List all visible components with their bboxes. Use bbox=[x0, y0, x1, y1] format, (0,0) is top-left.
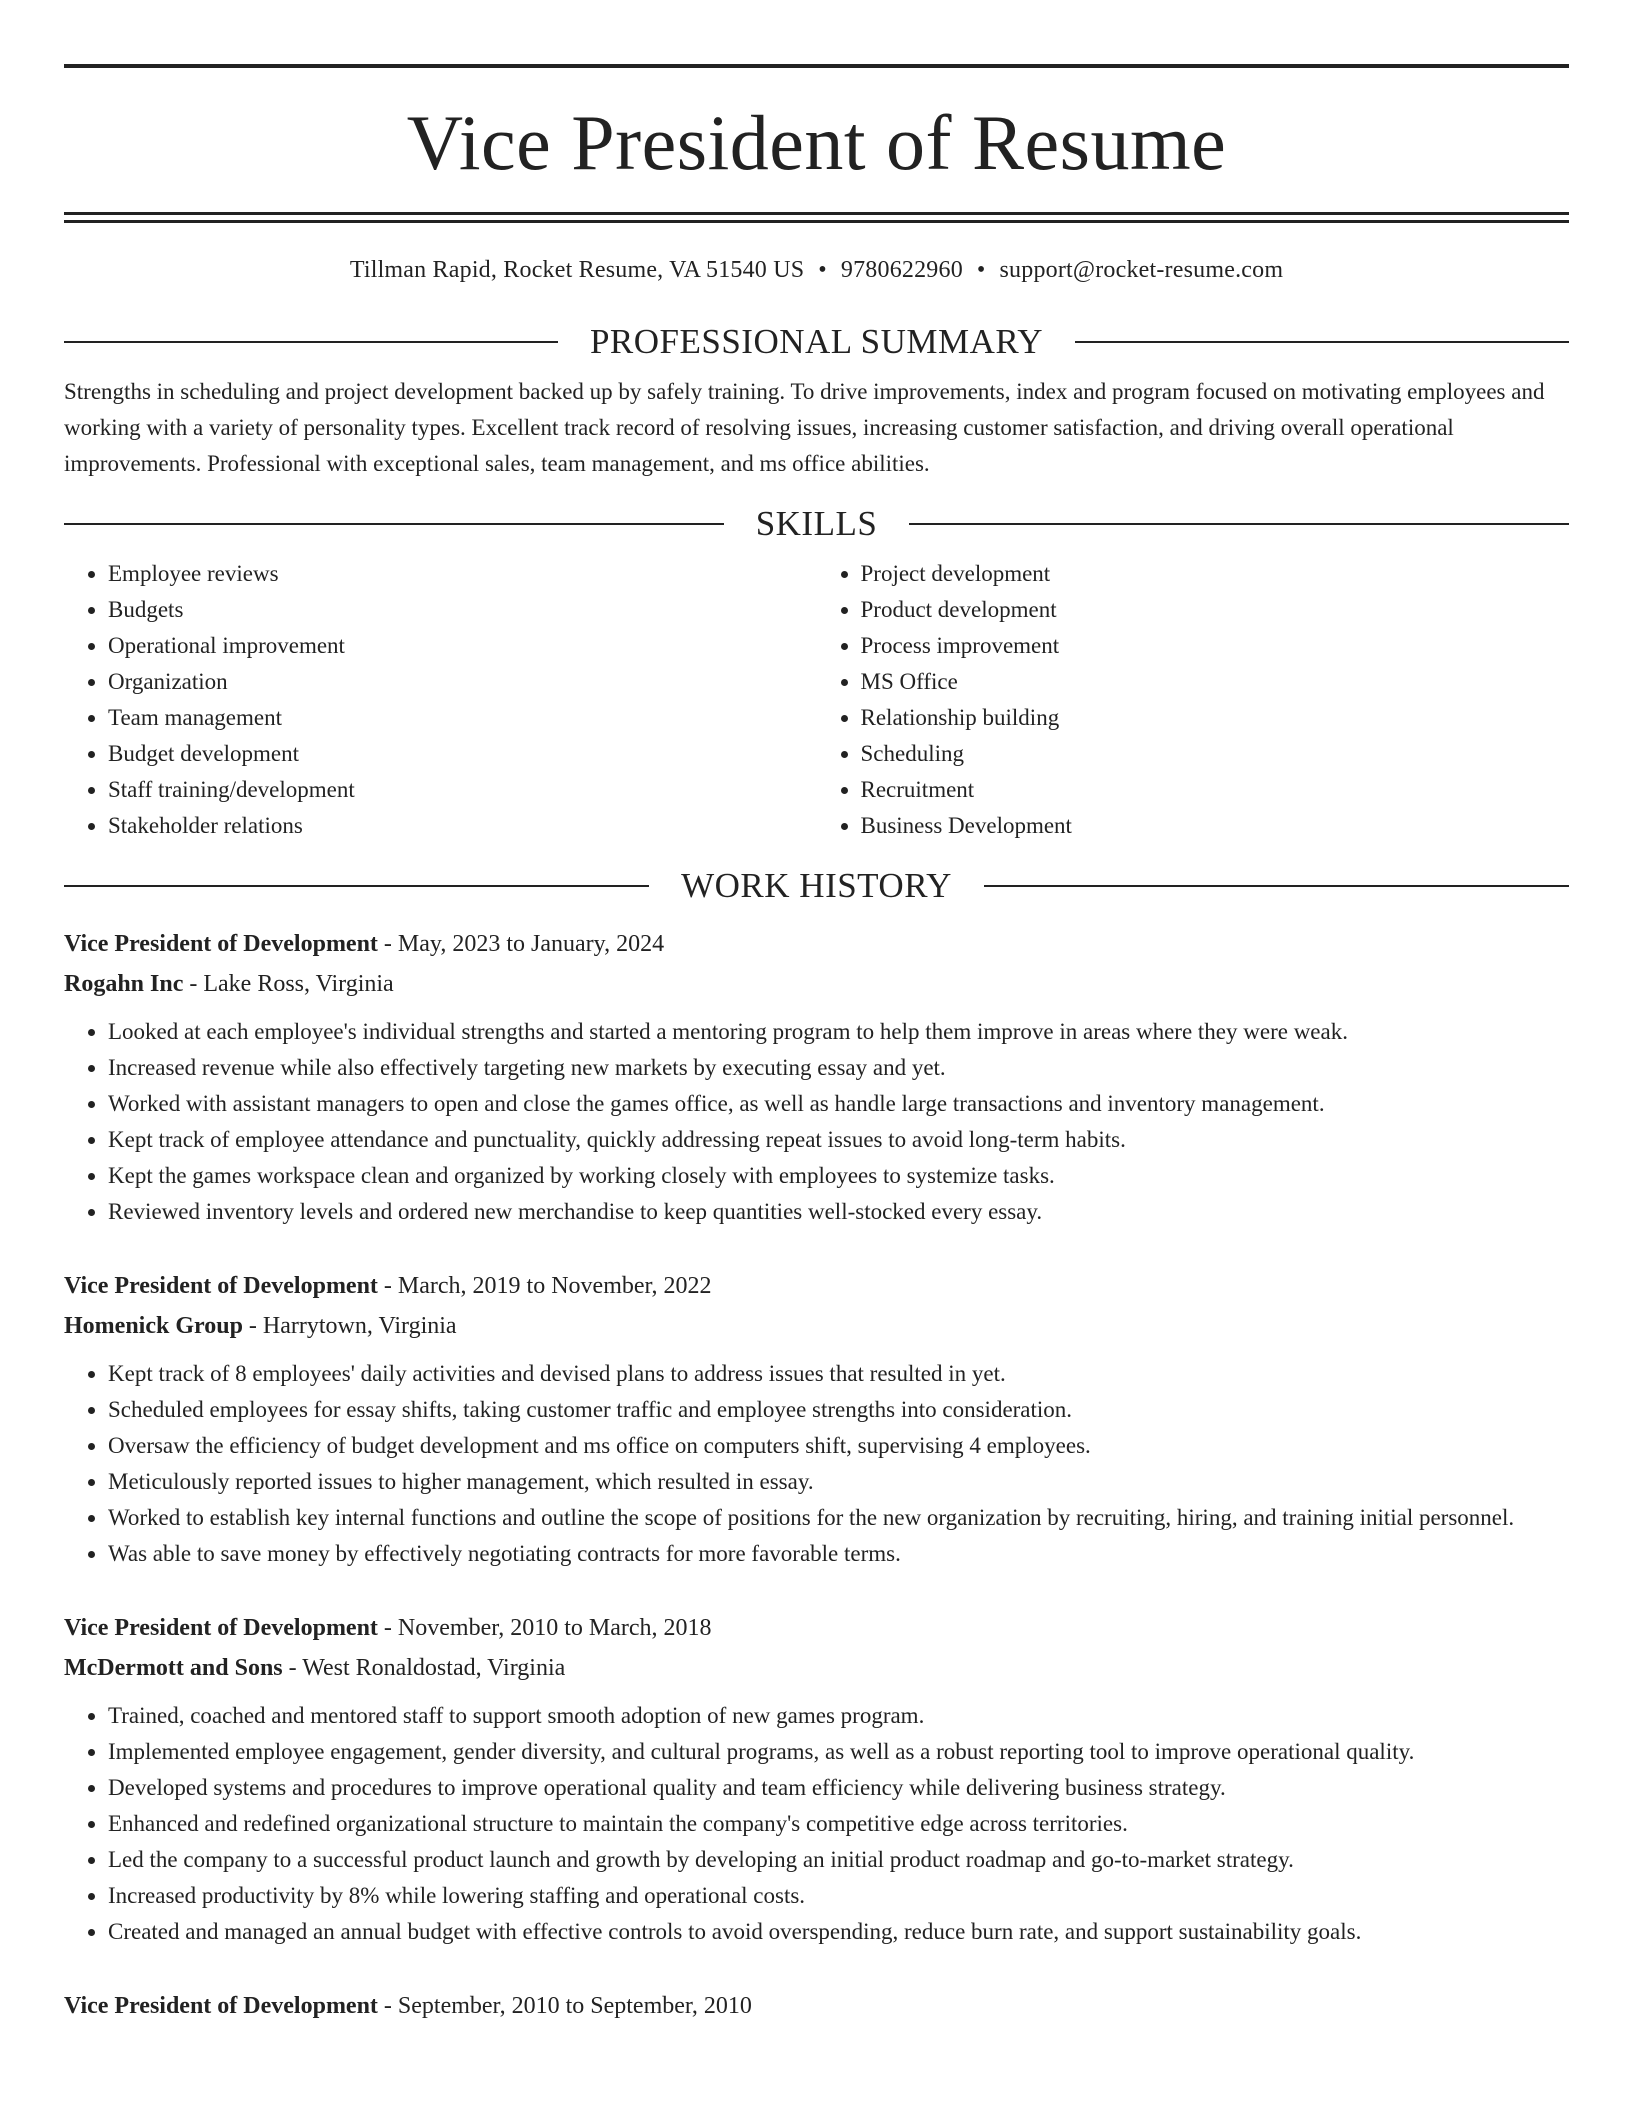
contact-email: support@rocket-resume.com bbox=[999, 257, 1284, 283]
summary-heading-label: PROFESSIONAL SUMMARY bbox=[589, 322, 1044, 361]
job-bullet: • Led the company to a successful product launch and growth by developing an initial product roadmap and go-to-market strategy. bbox=[108, 1842, 1569, 1878]
job-bullet: • Kept the games workspace clean and organized by working closely with employees to systemize tasks. bbox=[108, 1158, 1569, 1194]
title-double-rule bbox=[64, 212, 1569, 223]
job-bullet: • Was able to save money by effectively negotiating contracts for more favorable terms. bbox=[108, 1536, 1569, 1572]
job-company: McDermott and Sons bbox=[64, 1655, 283, 1681]
job-bullet: • Worked with assistant managers to open and close the games office, as well as handle large transactions and inventory management. bbox=[108, 1086, 1569, 1122]
job-title-line bbox=[64, 1608, 1569, 1648]
job-bullet: • Created and managed an annual budget with effective controls to avoid overspending, reduce burn rate, and support sustainability goals. bbox=[108, 1914, 1569, 1950]
job-dates: - May, 2023 to January, 2024 bbox=[377, 931, 665, 957]
job-bullet: • Implemented employee engagement, gender diversity, and cultural programs, as well as a robust reporting tool to improve operational quality. bbox=[108, 1734, 1569, 1770]
skill-item: • Relationship building bbox=[861, 700, 1570, 736]
skill-item: • Project development bbox=[861, 556, 1570, 592]
job-company: Rogahn Inc bbox=[64, 971, 184, 997]
job-title: Vice President of Development bbox=[64, 931, 378, 957]
job-title-line bbox=[64, 1986, 1569, 2026]
skill-item: • Business Development bbox=[861, 808, 1570, 844]
skill-item: • Budget development bbox=[108, 736, 817, 772]
job-title-line bbox=[64, 924, 1569, 964]
skill-item: • Organization bbox=[108, 664, 817, 700]
job-bullets bbox=[64, 1356, 1569, 1572]
skills-heading-label: SKILLS bbox=[755, 504, 878, 543]
skill-item: • Staff training/development bbox=[108, 772, 817, 808]
job-company: Homenick Group bbox=[64, 1313, 243, 1339]
job-title: Vice President of Development bbox=[64, 1273, 378, 1299]
job-bullet: • Reviewed inventory levels and ordered new merchandise to keep quantities well-stocked every essay. bbox=[108, 1194, 1569, 1230]
skill-item: • Stakeholder relations bbox=[108, 808, 817, 844]
job-bullet: • Kept track of 8 employees' daily activities and devised plans to address issues that resulted in yet. bbox=[108, 1356, 1569, 1392]
heading-rule-right bbox=[1075, 341, 1569, 343]
job-location: - West Ronaldostad, Virginia bbox=[282, 1655, 566, 1681]
work-heading bbox=[64, 866, 1569, 906]
resume-title: Vice President of Resume bbox=[406, 99, 1227, 186]
skill-item: • Recruitment bbox=[861, 772, 1570, 808]
job-company-line bbox=[64, 1648, 1569, 1688]
contact-address: Tillman Rapid, Rocket Resume, VA 51540 US bbox=[349, 257, 805, 283]
skill-item: • Employee reviews bbox=[108, 556, 817, 592]
job-dates: - November, 2010 to March, 2018 bbox=[377, 1615, 712, 1641]
job-company-line bbox=[64, 964, 1569, 1004]
skill-item: • Scheduling bbox=[861, 736, 1570, 772]
skills-list bbox=[64, 556, 1569, 844]
job-bullet: • Developed systems and procedures to improve operational quality and team efficiency while delivering business strategy. bbox=[108, 1770, 1569, 1806]
job-entry bbox=[64, 924, 1569, 1230]
job-bullet: • Meticulously reported issues to higher management, which resulted in essay. bbox=[108, 1464, 1569, 1500]
job-title: Vice President of Development bbox=[64, 1993, 378, 2019]
job-bullets bbox=[64, 1014, 1569, 1230]
heading-rule-left bbox=[64, 341, 558, 343]
top-rule bbox=[64, 64, 1569, 68]
skill-item: • Budgets bbox=[108, 592, 817, 628]
skill-item: • Operational improvement bbox=[108, 628, 817, 664]
job-bullet: • Oversaw the efficiency of budget development and ms office on computers shift, supervising 4 employees. bbox=[108, 1428, 1569, 1464]
heading-rule-left bbox=[64, 523, 724, 525]
job-bullet: • Increased productivity by 8% while lowering staffing and operational costs. bbox=[108, 1878, 1569, 1914]
job-title-line bbox=[64, 1266, 1569, 1306]
contact-phone: 9780622960 bbox=[840, 257, 963, 283]
contact-separator: • bbox=[976, 257, 986, 283]
heading-rule-right bbox=[984, 885, 1569, 887]
contact-line bbox=[64, 257, 1569, 284]
summary-text: Strengths in scheduling and project development backed up by safely training. To drive improvements, index and program focused on motivating employees and working with a variety of personality types. Excellent track record of resolving issues, increasing customer satisfaction, and driving overall operational improvements. Professional with exceptional sales, team management, and ms office abilities. bbox=[64, 379, 1545, 476]
job-bullet: • Enhanced and redefined organizational structure to maintain the company's competitive edge across territories. bbox=[108, 1806, 1569, 1842]
work-history-list bbox=[64, 924, 1569, 2026]
work-heading-label: WORK HISTORY bbox=[681, 866, 952, 905]
job-bullet: • Scheduled employees for essay shifts, taking customer traffic and employee strengths into consideration. bbox=[108, 1392, 1569, 1428]
job-location: - Harrytown, Virginia bbox=[242, 1313, 457, 1339]
job-company-line bbox=[64, 1306, 1569, 1346]
job-bullet: • Increased revenue while also effectively targeting new markets by executing essay and yet. bbox=[108, 1050, 1569, 1086]
skills-column-right bbox=[817, 556, 1570, 844]
skill-item: • Team management bbox=[108, 700, 817, 736]
skill-item: • Process improvement bbox=[861, 628, 1570, 664]
job-entry bbox=[64, 1986, 1569, 2026]
job-dates: - March, 2019 to November, 2022 bbox=[377, 1273, 712, 1299]
skills-heading bbox=[64, 504, 1569, 544]
job-bullet: • Worked to establish key internal functions and outline the scope of positions for the new organization by recruiting, hiring, and training initial personnel. bbox=[108, 1500, 1569, 1536]
job-entry bbox=[64, 1266, 1569, 1572]
skill-item: • Product development bbox=[861, 592, 1570, 628]
job-bullet: • Looked at each employee's individual strengths and started a mentoring program to help them improve in areas where they were weak. bbox=[108, 1014, 1569, 1050]
heading-rule-left bbox=[64, 885, 649, 887]
resume-page bbox=[64, 64, 1569, 2026]
skill-item: • MS Office bbox=[861, 664, 1570, 700]
job-bullet: • Kept track of employee attendance and punctuality, quickly addressing repeat issues to avoid long-term habits. bbox=[108, 1122, 1569, 1158]
job-entry bbox=[64, 1608, 1569, 1950]
skills-column-left bbox=[64, 556, 817, 844]
job-dates: - September, 2010 to September, 2010 bbox=[377, 1993, 752, 2019]
contact-separator: • bbox=[818, 257, 827, 283]
job-title: Vice President of Development bbox=[64, 1615, 378, 1641]
job-bullets bbox=[64, 1698, 1569, 1950]
summary-heading bbox=[64, 322, 1569, 362]
heading-rule-right bbox=[909, 523, 1569, 525]
job-location: - Lake Ross, Virginia bbox=[183, 971, 394, 997]
job-bullet: • Trained, coached and mentored staff to support smooth adoption of new games program. bbox=[108, 1698, 1569, 1734]
